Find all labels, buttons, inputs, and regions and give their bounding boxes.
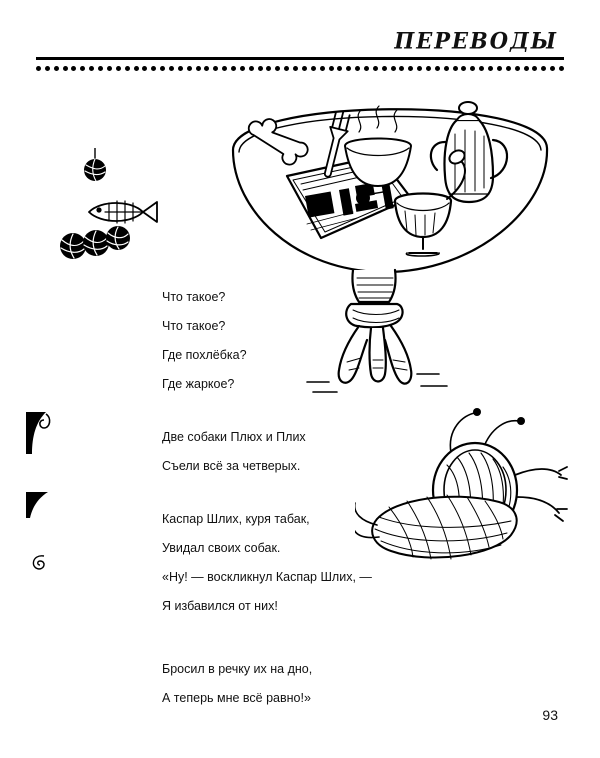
header-dot-rule [36, 66, 564, 71]
rule-dot [426, 66, 431, 71]
rule-dot [435, 66, 440, 71]
rule-dot [311, 66, 316, 71]
rule-dot [36, 66, 41, 71]
poem-line: Бросил в речку их на дно, [162, 662, 313, 676]
rule-dot [541, 66, 546, 71]
rule-dot [231, 66, 236, 71]
rule-dot [453, 66, 458, 71]
page-number: 93 [542, 707, 558, 723]
rule-dot [399, 66, 404, 71]
rule-dot [98, 66, 103, 71]
poem-stanza-1 [162, 283, 247, 399]
rule-dot [488, 66, 493, 71]
poem-line: Съели всё за четверых. [162, 459, 301, 473]
rule-dot [54, 66, 59, 71]
rule-dot [515, 66, 520, 71]
rule-dot [89, 66, 94, 71]
rule-dot [204, 66, 209, 71]
rule-dot [497, 66, 502, 71]
rule-dot [373, 66, 378, 71]
rule-dot [364, 66, 369, 71]
poem-line: Где жаркое? [162, 377, 235, 391]
rule-dot [284, 66, 289, 71]
rule-dot [240, 66, 245, 71]
rule-dot [293, 66, 298, 71]
rule-dot [71, 66, 76, 71]
rule-dot [355, 66, 360, 71]
rule-dot [258, 66, 263, 71]
rule-dot [470, 66, 475, 71]
rule-dot [142, 66, 147, 71]
poem-line: Каспар Шлих, куря табак, [162, 512, 310, 526]
rule-dot [125, 66, 130, 71]
rule-dot [461, 66, 466, 71]
poem-line: А теперь мне всё равно!» [162, 691, 311, 705]
table-with-tableware-illustration [225, 90, 555, 400]
poem-line: Что такое? [162, 290, 226, 304]
rule-dot [160, 66, 165, 71]
header-rule [36, 57, 564, 60]
fish-bone-and-balls-illustration [55, 148, 165, 273]
rule-dot [45, 66, 50, 71]
poem-line: Где похлёбка? [162, 348, 247, 362]
rule-dot [222, 66, 227, 71]
spiral-ornament [28, 552, 50, 574]
poem-line: Я избавился от них! [162, 599, 278, 613]
poem-line: Две собаки Плюх и Плих [162, 430, 306, 444]
rule-dot [134, 66, 139, 71]
rule-dot [213, 66, 218, 71]
rule-dot [382, 66, 387, 71]
rule-dot [391, 66, 396, 71]
rule-dot [329, 66, 334, 71]
poem-stanza-4 [162, 655, 312, 713]
rule-dot [178, 66, 183, 71]
rule-dot [479, 66, 484, 71]
rule-dot [302, 66, 307, 71]
rule-dot [524, 66, 529, 71]
rule-dot [506, 66, 511, 71]
rule-dot [346, 66, 351, 71]
poem-line: Увидал своих собак. [162, 541, 281, 555]
rule-dot [444, 66, 449, 71]
rule-dot [408, 66, 413, 71]
rule-dot [337, 66, 342, 71]
rule-dot [417, 66, 422, 71]
poem-line: Что такое? [162, 319, 226, 333]
rule-dot [275, 66, 280, 71]
rule-dot [169, 66, 174, 71]
poem-stanza-2 [162, 423, 306, 481]
poem-line: «Ну! — воскликнул Каспар Шлих, — [162, 570, 372, 584]
rule-dot [80, 66, 85, 71]
rule-dot [559, 66, 564, 71]
rule-dot [249, 66, 254, 71]
rule-dot [107, 66, 112, 71]
rule-dot [116, 66, 121, 71]
rule-dot [196, 66, 201, 71]
poem-stanza-3 [162, 505, 372, 621]
rule-dot [187, 66, 192, 71]
corner-flourish-lower [24, 490, 52, 520]
rule-dot [320, 66, 325, 71]
rule-dot [532, 66, 537, 71]
rule-dot [63, 66, 68, 71]
rule-dot [266, 66, 271, 71]
page-header-title: ПЕРЕВОДЫ [394, 27, 558, 54]
rule-dot [151, 66, 156, 71]
dogs-in-hammock-illustration [355, 405, 570, 580]
corner-flourish-upper [24, 410, 54, 456]
rule-dot [550, 66, 555, 71]
